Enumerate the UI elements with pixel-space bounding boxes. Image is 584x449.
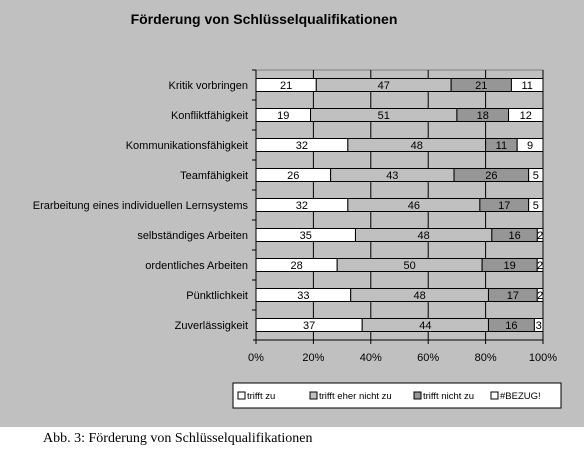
data-label: 37 — [302, 320, 316, 332]
legend-swatch-trifft-zu — [238, 392, 245, 399]
x-tick-label: 100% — [528, 352, 558, 364]
data-label: 16 — [508, 230, 521, 242]
legend-label-trifft-zu: trifft zu — [247, 391, 276, 402]
y-tick-label-p-nktlichkeit: Pünktlichkeit — [186, 290, 248, 302]
data-label: 19 — [277, 110, 290, 122]
y-tick-label-kommunikationsf-higkeit: Kommunikationsfähigkeit — [125, 140, 248, 152]
data-label: 19 — [503, 260, 516, 272]
data-label: 26 — [287, 170, 300, 182]
chart-title: Förderung von Schlüsselqualifikationen — [130, 11, 398, 27]
y-tick-label-erarbeitung-eines-individuellen-lernsystems: Erarbeitung eines individuellen Lernsystems — [32, 200, 248, 212]
data-label: 46 — [407, 200, 420, 212]
x-tick-label: 20% — [302, 352, 325, 364]
data-label: 33 — [297, 290, 310, 302]
legend-swatch-trifft-eher-nicht-zu — [310, 392, 317, 399]
data-label: 28 — [290, 260, 303, 272]
data-label: 2 — [537, 260, 544, 272]
y-tick-label-teamf-higkeit: Teamfähigkeit — [180, 170, 248, 182]
data-label: 32 — [295, 140, 309, 152]
data-label: 21 — [280, 80, 293, 92]
data-label: 26 — [485, 170, 498, 182]
legend — [233, 383, 561, 408]
y-tick-label-kritik-vorbringen: Kritik vorbringen — [168, 80, 248, 92]
data-label: 11 — [521, 80, 533, 92]
data-label: 48 — [413, 290, 426, 302]
data-label: 35 — [299, 230, 312, 242]
data-label: 5 — [532, 170, 539, 182]
data-label: 48 — [417, 230, 430, 242]
data-label: 50 — [403, 260, 416, 272]
data-label: 9 — [527, 140, 534, 152]
data-label: 2 — [537, 290, 544, 302]
data-label: 32 — [295, 200, 309, 212]
data-label: 3 — [535, 320, 542, 332]
data-label: 48 — [410, 140, 423, 152]
data-label: 12 — [519, 110, 532, 122]
x-tick-label: 0% — [248, 352, 264, 364]
data-label: 2 — [537, 230, 544, 242]
y-tick-label-konfliktf-higkeit: Konfliktfähigkeit — [170, 110, 248, 122]
x-tick-label: 60% — [417, 352, 440, 364]
y-tick-label-selbst-ndiges-arbeiten: selbständiges Arbeiten — [137, 230, 248, 242]
legend-label-bezug: #BEZUG! — [500, 391, 541, 402]
data-label: 21 — [475, 80, 488, 92]
figure-caption: Abb. 3: Förderung von Schlüsselqualifikationen — [43, 431, 313, 446]
data-label: 17 — [498, 200, 511, 212]
legend-swatch-trifft-nicht-zu — [414, 392, 421, 399]
data-label: 11 — [495, 140, 508, 152]
data-label: 43 — [386, 170, 399, 182]
y-tick-label-ordentliches-arbeiten: ordentliches Arbeiten — [145, 260, 248, 272]
x-tick-label: 40% — [359, 352, 382, 364]
data-label: 17 — [506, 290, 519, 302]
data-label: 44 — [419, 320, 432, 332]
x-tick-label: 80% — [474, 352, 497, 364]
data-label: 47 — [377, 80, 390, 92]
legend-label-trifft-nicht-zu: trifft nicht zu — [423, 391, 475, 402]
legend-label-trifft-eher-nicht-zu: trifft eher nicht zu — [319, 391, 392, 402]
data-label: 5 — [532, 200, 539, 212]
data-label: 51 — [377, 110, 390, 122]
y-tick-label-zuverl-ssigkeit: Zuverlässigkeit — [174, 320, 248, 332]
legend-swatch-bezug — [491, 392, 498, 399]
data-label: 16 — [505, 320, 518, 332]
data-label: 18 — [476, 110, 489, 122]
